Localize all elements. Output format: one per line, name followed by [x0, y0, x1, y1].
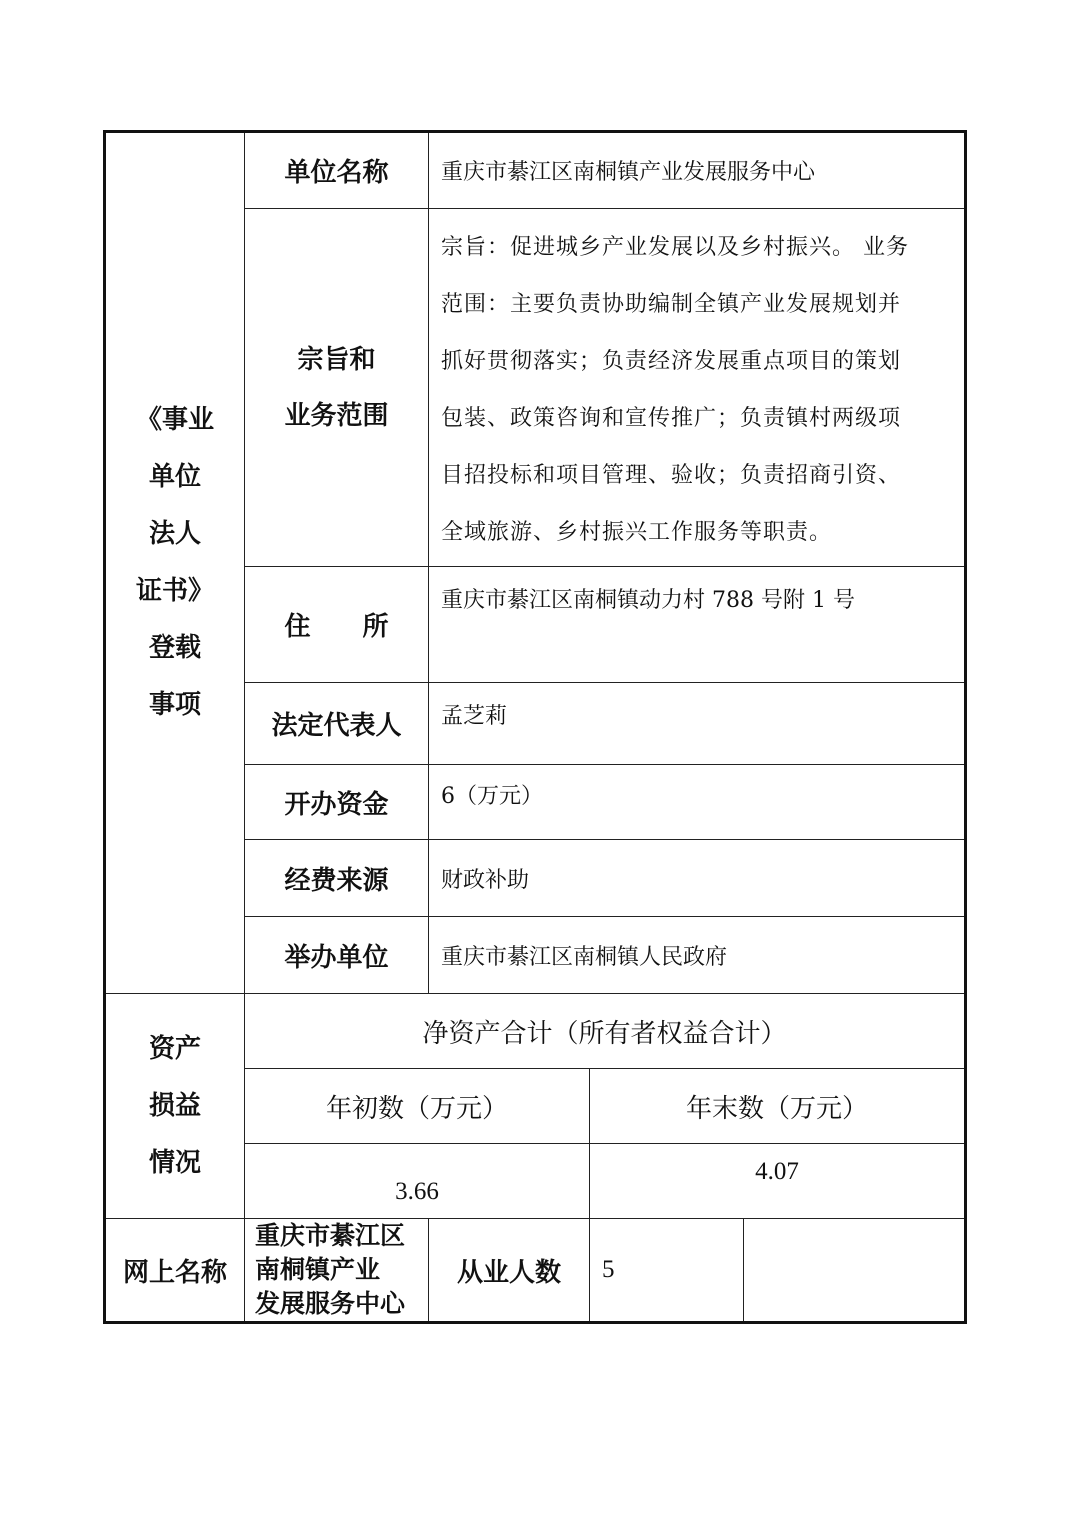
registration-table	[103, 130, 967, 1324]
side-label-line: 法人	[148, 519, 201, 549]
purpose-line: 宗旨：促进城乡产业发展以及乡村振兴。 业务	[441, 235, 909, 260]
legal-rep-value: 孟芝莉	[429, 683, 966, 765]
registration-section-label	[105, 132, 245, 994]
side-label-line: 资产	[148, 1033, 201, 1064]
unit-name-label: 单位名称	[245, 132, 429, 209]
unit-name-value: 重庆市綦江区南桐镇产业发展服务中心	[429, 132, 966, 209]
capital-value: 6（万元）	[429, 765, 966, 840]
side-label-line: 事项	[148, 690, 201, 720]
purpose-line: 范围：主要负责协助编制全镇产业发展规划并	[441, 292, 902, 317]
purpose-line: 抓好贯彻落实；负责经济发展重点项目的策划	[441, 349, 902, 374]
purpose-line: 包装、政策咨询和宣传推广；负责镇村两级项	[441, 406, 902, 431]
funding-source-value: 财政补助	[429, 840, 966, 917]
purpose-label	[245, 209, 429, 567]
online-name-line: 重庆市綦江区南桐镇产业	[255, 1221, 406, 1284]
side-label-line: 《事业	[135, 405, 214, 435]
purpose-label-line: 业务范围	[284, 400, 389, 431]
online-name-label: 网上名称	[105, 1219, 245, 1323]
begin-year-value: 3.66	[245, 1144, 590, 1219]
purpose-line: 目招投标和项目管理、验收；负责招商引资、	[441, 463, 902, 488]
address-value: 重庆市綦江区南桐镇动力村 788 号附 1 号	[429, 567, 966, 683]
legal-rep-label: 法定代表人	[245, 683, 429, 765]
staff-count-label: 从业人数	[429, 1219, 590, 1323]
staff-count-value: 5	[590, 1219, 744, 1323]
side-label-line: 证书》	[135, 576, 214, 606]
capital-label: 开办资金	[245, 765, 429, 840]
side-label-line: 损益	[148, 1090, 201, 1121]
net-assets-header: 净资产合计（所有者权益合计）	[245, 994, 966, 1069]
online-name-line: 发展服务中心	[255, 1289, 406, 1318]
sponsor-value: 重庆市綦江区南桐镇人民政府	[429, 917, 966, 994]
end-year-header: 年末数（万元）	[590, 1069, 966, 1144]
purpose-label-line: 宗旨和	[297, 344, 376, 375]
address-label: 住 所	[245, 567, 429, 683]
side-label-line: 单位	[148, 462, 201, 492]
online-name-value	[245, 1219, 429, 1323]
assets-section-label	[105, 994, 245, 1219]
sponsor-label: 举办单位	[245, 917, 429, 994]
purpose-value	[429, 209, 966, 567]
begin-year-header: 年初数（万元）	[245, 1069, 590, 1144]
side-label-line: 登载	[148, 633, 201, 663]
end-year-value: 4.07	[590, 1144, 966, 1219]
funding-source-label: 经费来源	[245, 840, 429, 917]
side-label-line: 情况	[148, 1147, 201, 1178]
purpose-line: 全域旅游、乡村振兴工作服务等职责。	[441, 520, 833, 545]
